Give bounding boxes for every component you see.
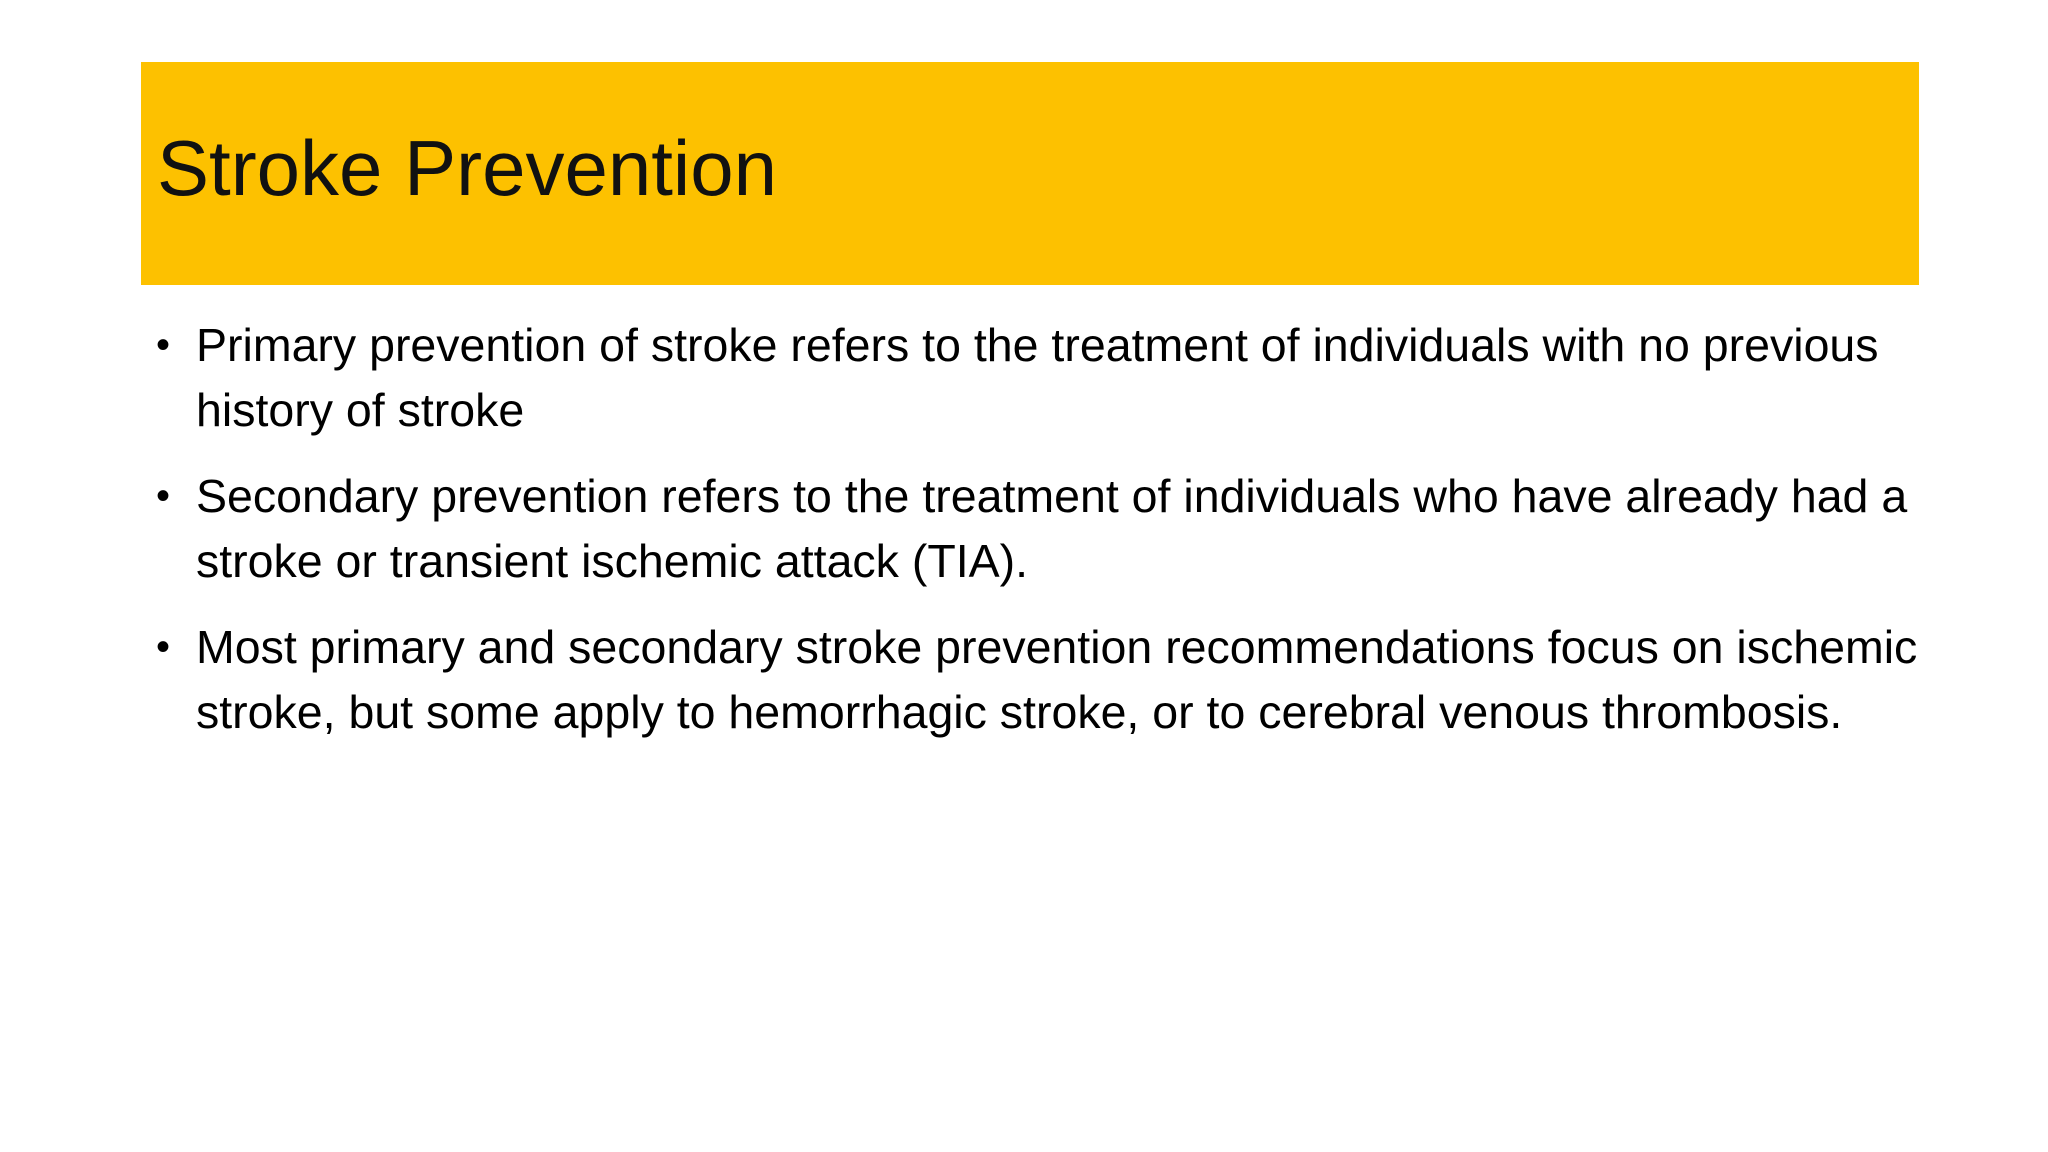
bullet-dot-icon: • — [156, 323, 171, 367]
bullet-item-secondary-prevention — [152, 464, 1952, 594]
title-banner — [141, 62, 1919, 285]
bullet-item-recommendations-focus — [152, 615, 1952, 745]
bullet-text: Most primary and secondary stroke prevention recommendations focus on ischemic stroke, but some apply to hemorrhagic stroke, or to cerebral venous thrombosis. — [196, 621, 1918, 738]
bullet-text: Secondary prevention refers to the treatment of individuals who have already had a stroke or transient ischemic attack (TIA). — [196, 470, 1908, 587]
bullet-list — [152, 313, 1952, 766]
bullet-dot-icon: • — [156, 625, 171, 669]
bullet-item-primary-prevention — [152, 313, 1952, 443]
bullet-text: Primary prevention of stroke refers to the treatment of individuals with no previous history of stroke — [196, 319, 1879, 436]
bullet-dot-icon: • — [156, 474, 171, 518]
slide-title: Stroke Prevention — [157, 124, 778, 212]
